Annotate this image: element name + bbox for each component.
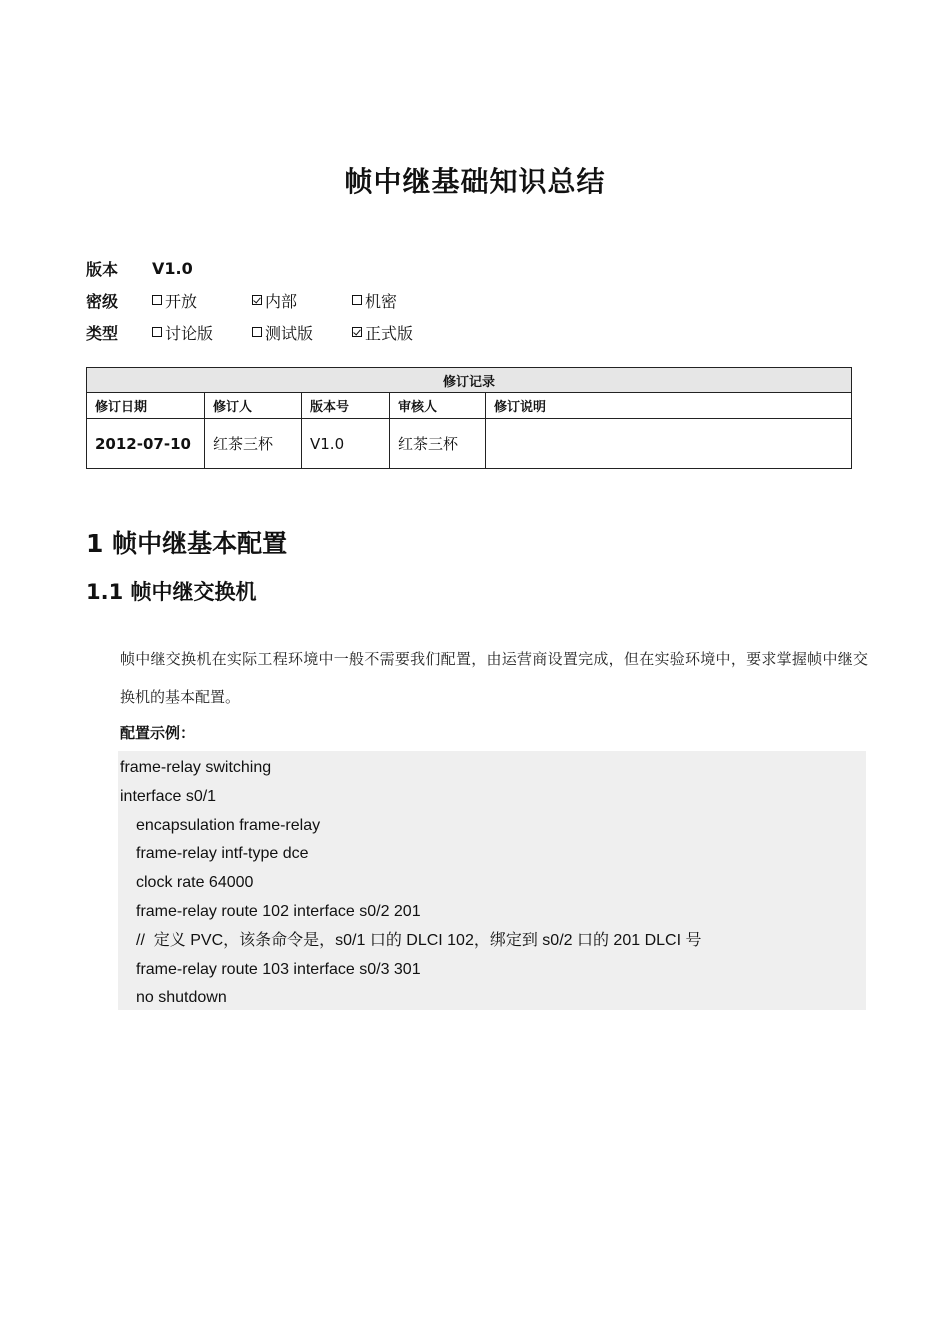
table-row [87,419,852,469]
type-row [86,316,452,348]
option-label: 内部 [265,291,298,311]
version-value: V1.0 [152,258,193,278]
document-title: 帧中继基础知识总结 [344,165,606,198]
security-label: 密级 [86,291,119,311]
code-line: frame-relay switching [120,759,272,776]
reviser-cell: 红茶三杯 [205,419,302,469]
checkbox-icon [252,327,262,337]
code-comment-line: // 定义 PVC，该条命令是，s0/1 口的 DLCI 102，绑定到 s0/2 口的 201 DLCI 号 [136,931,702,949]
column-header: 审核人 [390,393,486,419]
security-option-secret [352,289,452,312]
type-option-official [352,321,452,344]
security-option-open [152,289,252,312]
option-label: 讨论版 [165,323,214,343]
revision-table [86,367,852,469]
reviewer-cell: 红茶三杯 [390,419,486,469]
option-label: 正式版 [365,323,414,343]
column-header: 修订说明 [486,393,852,419]
checked-checkbox-icon [352,327,362,337]
checkbox-icon [152,295,162,305]
document-meta [86,252,452,348]
checkbox-icon [352,295,362,305]
checked-checkbox-icon [252,295,262,305]
revision-note-cell [486,419,852,469]
code-line: interface s0/1 [120,787,217,805]
version-cell: V1.0 [302,419,390,469]
version-row [86,252,452,284]
option-label: 测试版 [265,323,314,343]
code-line: no shutdown [136,989,227,1007]
code-block [118,751,866,1010]
code-line: frame-relay intf-type dce [136,845,309,863]
section-heading: 1 帧中继基本配置 [86,529,288,558]
subsection-heading: 1.1 帧中继交换机 [86,580,257,604]
column-header: 版本号 [302,393,390,419]
example-label: 配置示例： [120,724,196,742]
checkbox-icon [152,327,162,337]
revision-date-cell: 2012-07-10 [87,419,205,469]
type-option-discussion [152,321,252,344]
security-row [86,284,452,316]
code-line: encapsulation frame-relay [136,816,321,834]
column-header: 修订人 [205,393,302,419]
option-label: 机密 [365,291,398,311]
code-line: frame-relay route 102 interface s0/2 201 [136,902,421,920]
type-option-test [252,321,352,344]
table-header-row [87,393,852,419]
code-line: clock rate 64000 [136,874,254,892]
version-label: 版本 [86,259,119,279]
option-label: 开放 [165,291,198,311]
body-paragraph: 帧中继交换机在实际工程环境中一般不需要我们配置，由运营商设置完成，但在实验环境中，要求掌握帧中继交换机的基本配置。 [120,650,868,706]
revision-table-caption: 修订记录 [87,368,852,393]
security-option-internal [252,289,352,312]
code-line: frame-relay route 103 interface s0/3 301 [136,960,421,978]
type-label: 类型 [86,323,119,343]
column-header: 修订日期 [87,393,205,419]
